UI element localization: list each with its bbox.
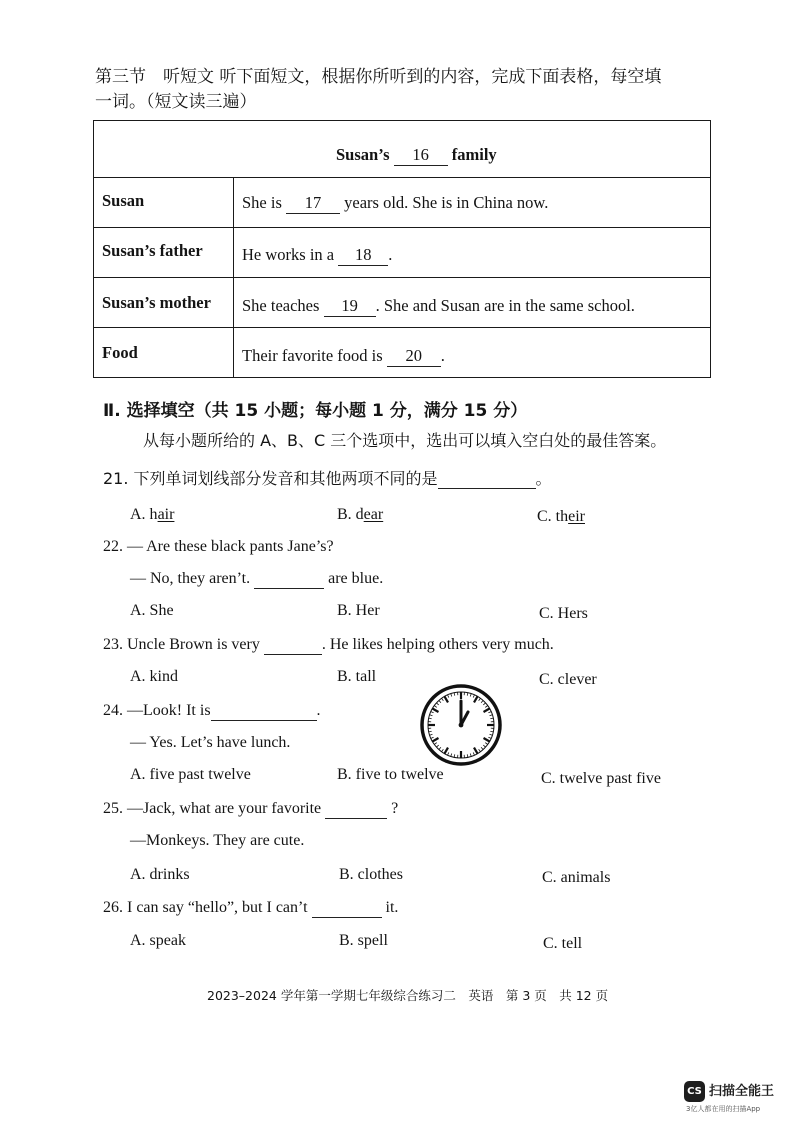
row-text: He works in a <box>242 245 335 264</box>
q22-option-b: B. Her <box>337 602 380 619</box>
table-divider <box>94 177 710 178</box>
q21-option-c <box>537 508 585 526</box>
q24-post: . <box>316 702 321 719</box>
q25-stem <box>103 800 398 819</box>
q25-post: ? <box>391 800 399 817</box>
table-row-content <box>242 245 392 266</box>
table-row-content <box>242 193 548 214</box>
q23-option-b: B. tall <box>337 668 377 685</box>
table-row-content <box>242 346 445 367</box>
camscanner-name: 扫描全能王 <box>709 1084 775 1099</box>
section3-heading-line2: 一词。（短文读三遍） <box>95 92 257 112</box>
q24-line2: — Yes. Let’s have lunch. <box>130 734 291 751</box>
table-divider <box>94 227 710 228</box>
q26-stem <box>103 899 398 918</box>
q24-option-c: C. twelve past five <box>541 770 661 787</box>
blank-17: 17 <box>286 193 340 214</box>
row-text: She is <box>242 193 282 212</box>
q24-option-b: B. five to twelve <box>337 766 444 783</box>
row-text: Their favorite food is <box>242 346 383 365</box>
listening-table <box>93 120 711 378</box>
q25-option-c: C. animals <box>542 869 611 886</box>
row-text: years old. She is in China now. <box>344 193 549 212</box>
q26-blank <box>312 899 382 918</box>
clock-icon <box>420 684 502 766</box>
q25-pre: 25. —Jack, what are your favorite <box>103 800 322 817</box>
table-title-pre: Susan’s <box>336 145 390 164</box>
row-text: . <box>440 346 445 365</box>
q22-option-c: C. Hers <box>539 605 588 622</box>
q25-option-b: B. clothes <box>339 866 403 883</box>
table-divider <box>94 327 710 328</box>
q22-line1: 22. — Are these black pants Jane’s? <box>103 538 334 555</box>
part2-instruction: 从每小题所给的 A、B、C 三个选项中，选出可以填入空白处的最佳答案。 <box>143 431 667 450</box>
q26-option-b: B. spell <box>339 932 388 949</box>
q25-line2: —Monkeys. They are cute. <box>130 832 305 849</box>
q26-pre: 26. I can say “hello”, but I can’t <box>103 899 308 916</box>
q21-option-a <box>130 506 174 524</box>
blank-19: 19 <box>324 296 376 317</box>
q22-blank <box>254 570 324 589</box>
q22-line2 <box>130 570 383 589</box>
option-text: C. th <box>537 508 569 525</box>
blank-16: 16 <box>394 145 448 166</box>
q26-post: it. <box>385 899 399 916</box>
q24-stem <box>103 702 321 721</box>
q22-option-a: A. She <box>130 602 174 619</box>
section3-heading-line1: 第三节 听短文 听下面短文，根据你所听到的内容，完成下面表格，每空填 <box>95 67 662 87</box>
q23-post: . He likes helping others very much. <box>321 636 554 653</box>
table-title-post: family <box>451 145 497 164</box>
option-text: A. h <box>130 506 158 523</box>
row-text: . <box>388 245 393 264</box>
q22-line2-post: are blue. <box>328 570 384 587</box>
q23-stem <box>103 636 554 655</box>
underlined-letters: eir <box>568 508 585 525</box>
table-row-label: Food <box>102 343 138 362</box>
table-column-divider <box>233 177 234 377</box>
table-row-label: Susan <box>102 191 145 210</box>
q21-stem-text: 21. 下列单词划线部分发音和其他两项不同的是 <box>103 469 438 488</box>
part2-title: Ⅱ. 选择填空（共 15 小题；每小题 1 分，满分 15 分） <box>103 401 528 421</box>
q21-option-b <box>337 506 383 524</box>
q21-blank <box>438 469 536 489</box>
q21-stem <box>103 466 552 489</box>
q26-option-c: C. tell <box>543 935 583 952</box>
page-footer: 2023–2024 学年第一学期七年级综合练习二 英语 第 3 页 共 12 页 <box>207 988 609 1003</box>
camscanner-logo-icon: CS <box>684 1081 705 1102</box>
q23-option-a: A. kind <box>130 668 178 685</box>
q22-line2-pre: — No, they aren’t. <box>130 570 251 587</box>
q25-blank <box>325 800 387 819</box>
underlined-letters: air <box>157 506 175 523</box>
q24-pre: 24. —Look! It is <box>103 702 211 719</box>
option-text: B. d <box>337 506 364 523</box>
q24-option-a: A. five past twelve <box>130 766 251 783</box>
q23-blank <box>264 636 322 655</box>
q24-blank <box>211 702 317 721</box>
table-row-label: Susan’s mother <box>102 293 211 312</box>
q26-option-a: A. speak <box>130 932 186 949</box>
table-title <box>336 145 497 166</box>
camscanner-tagline: 3亿人都在用的扫描App <box>686 1105 761 1113</box>
blank-18: 18 <box>338 245 388 266</box>
row-text: She teaches <box>242 296 320 315</box>
table-row-content <box>242 296 635 317</box>
q25-option-a: A. drinks <box>130 866 190 883</box>
row-text: . She and Susan are in the same school. <box>375 296 635 315</box>
q23-pre: 23. Uncle Brown is very <box>103 636 260 653</box>
table-divider <box>94 277 710 278</box>
table-row-label: Susan’s father <box>102 241 203 260</box>
blank-20: 20 <box>387 346 441 367</box>
q23-option-c: C. clever <box>539 671 597 688</box>
underlined-letters: ear <box>363 506 384 523</box>
q21-end: 。 <box>535 469 552 488</box>
